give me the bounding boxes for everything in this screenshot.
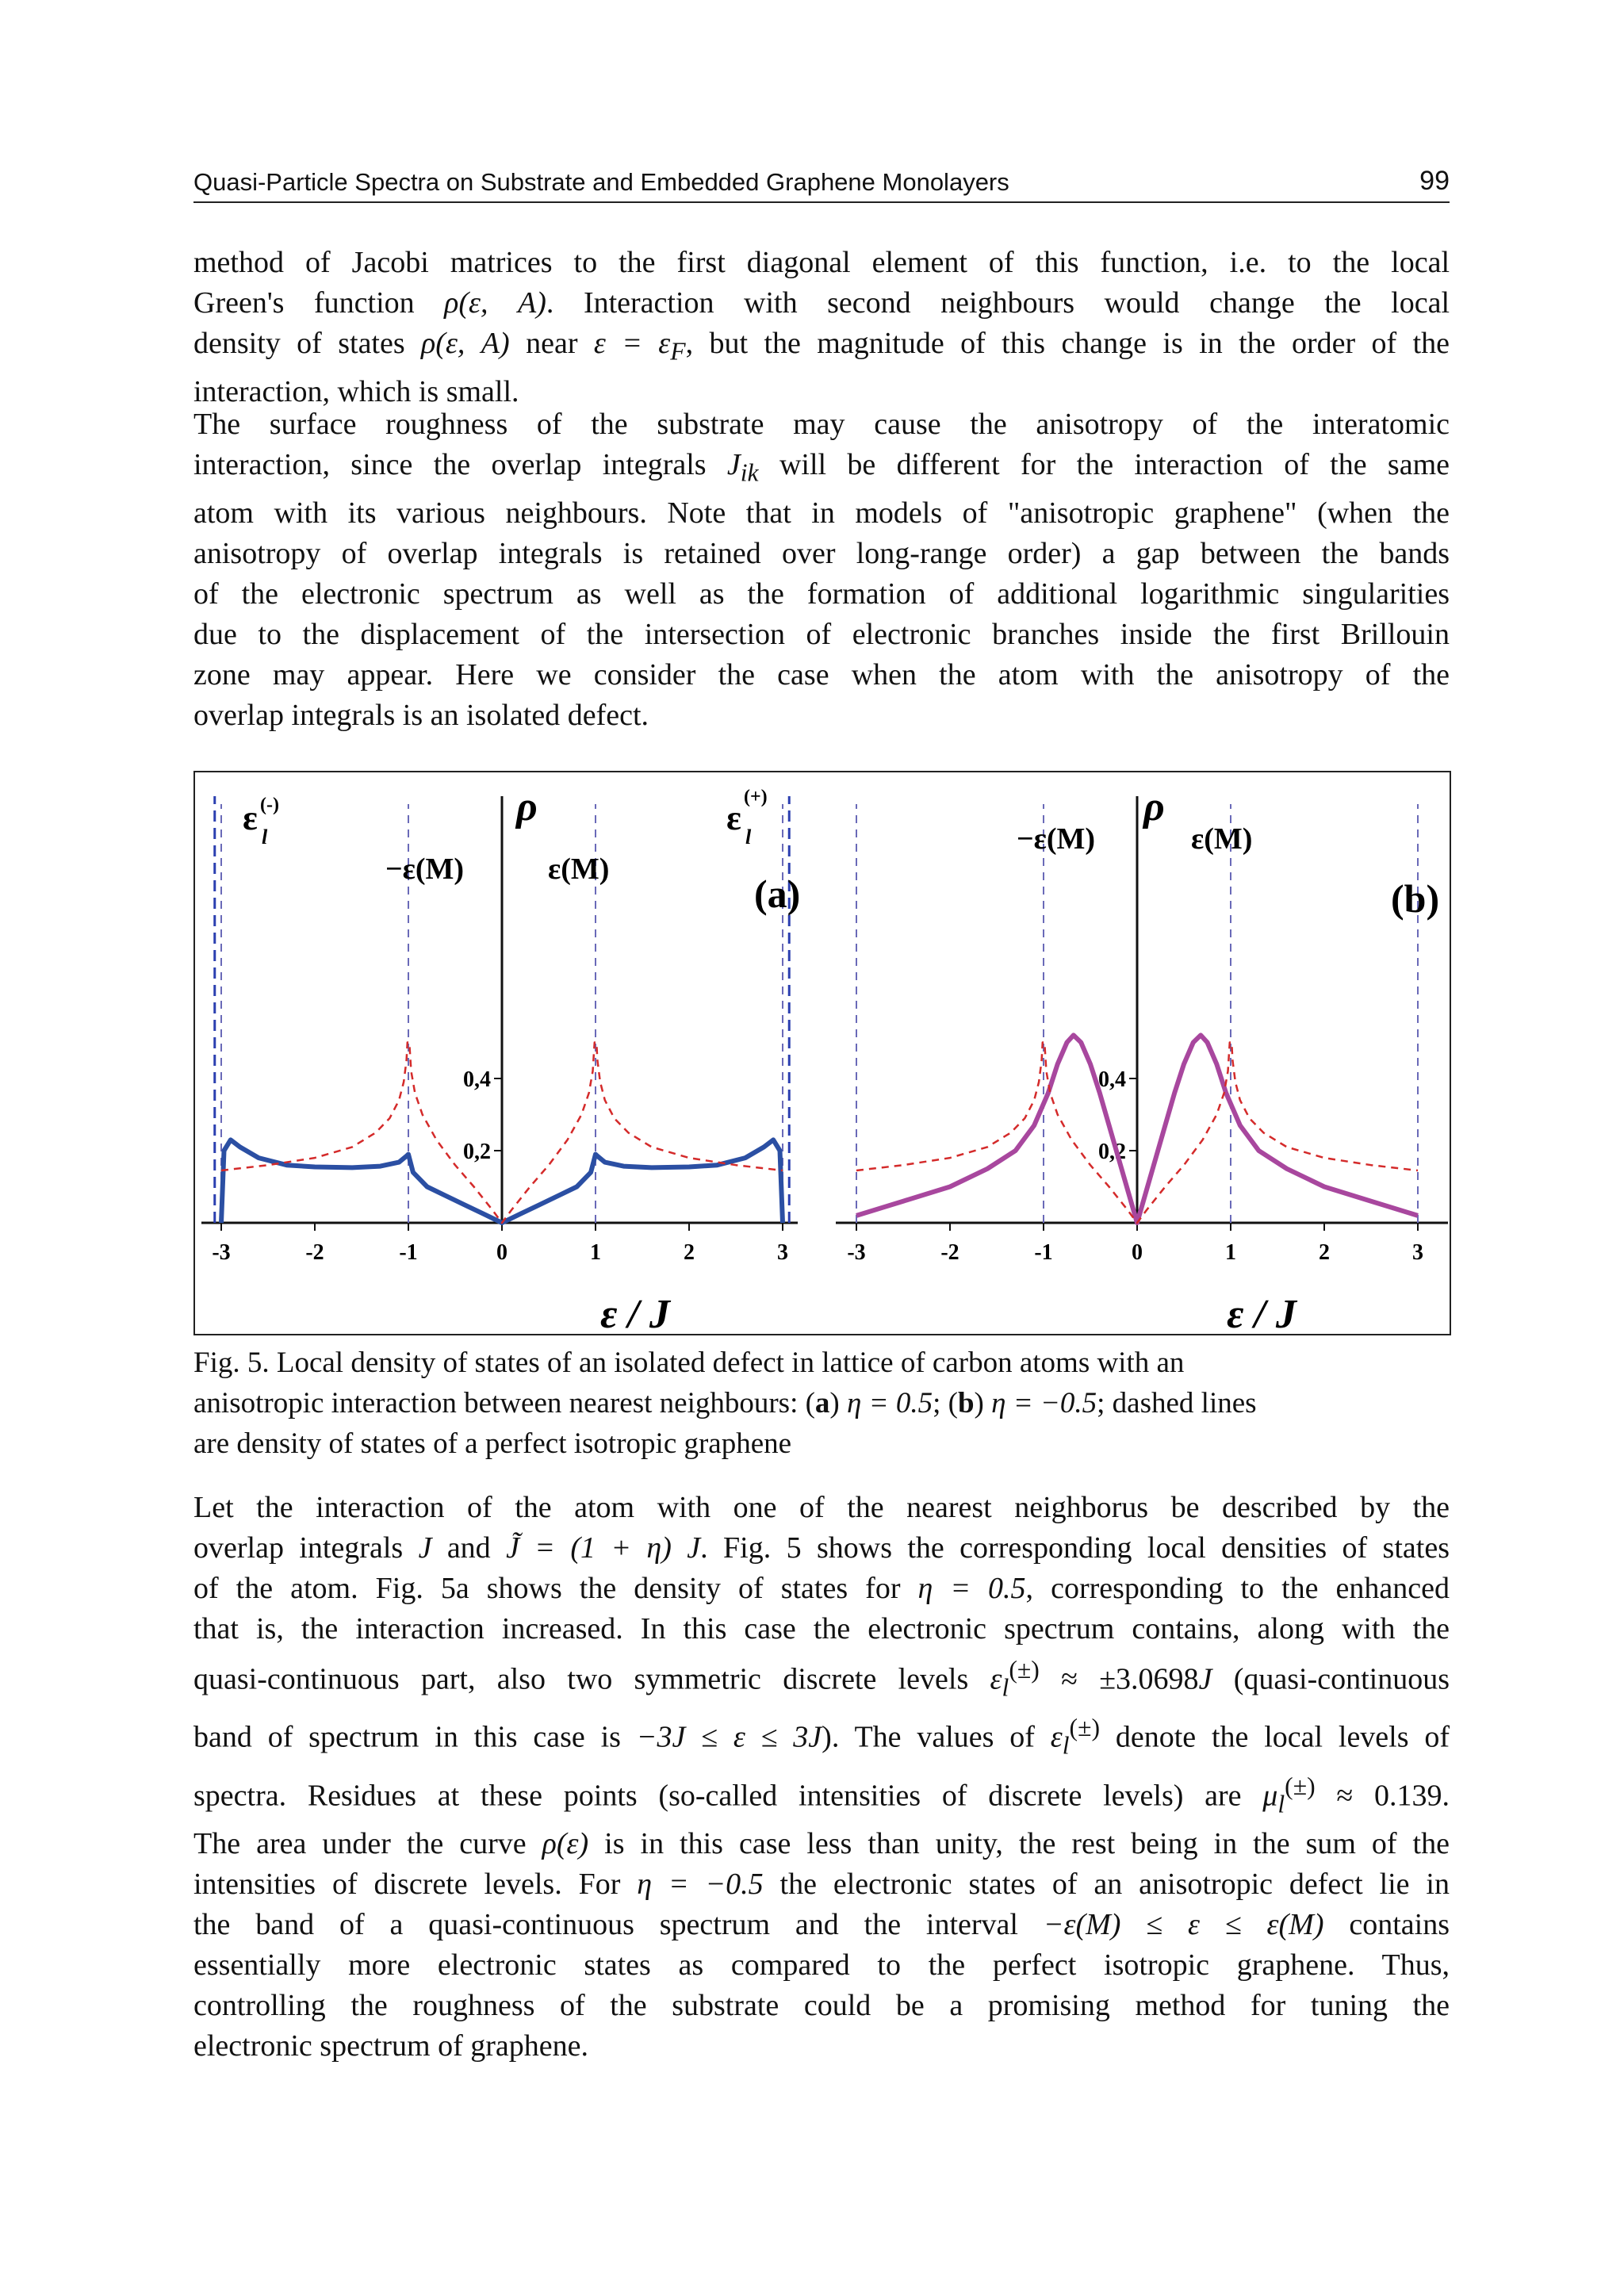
text-line: zone may appear. Here we consider the case when the atom with the anisotropy of the xyxy=(193,657,1450,692)
paragraph-2 xyxy=(193,404,1450,736)
text-line: Let the interaction of the atom with one of the nearest neighborus be described by the xyxy=(193,1491,1450,1524)
x-axis-label-a: ε / J xyxy=(600,1292,670,1334)
eps-m-label-b: ε(M) xyxy=(1191,822,1253,856)
eps-minus-sub: l xyxy=(262,826,268,849)
text-line: overlap integrals J and J̃ = (1 + η) J. Fig. 5 shows the corresponding local densities of states xyxy=(193,1531,1450,1565)
text-line: interaction, since the overlap integrals $J_{ik}$ will be different for the interaction of the same xyxy=(193,448,1450,487)
paragraph-3 xyxy=(193,1488,1450,2067)
neg-eps-m-label-a: −ε(M) xyxy=(385,852,465,886)
x-tick-label: -1 xyxy=(1034,1240,1053,1265)
text-line: band of spectrum in this case is −3J ≤ ε ≤ 3J). The values of $\varepsilon_l^{(\pm)}$ denote the local levels of xyxy=(193,1714,1450,1760)
x-tick-label: 3 xyxy=(1412,1240,1423,1265)
x-tick-label: 3 xyxy=(777,1240,788,1265)
text-line: The area under the curve ρ(ε) is in this case less than unity, the rest being in the sum of the xyxy=(193,1826,1450,1860)
text-line: electronic spectrum of graphene. xyxy=(193,2029,588,2063)
panel-a-tag: (a) xyxy=(754,872,801,916)
eps-minus-label: ε xyxy=(243,799,258,837)
text-line: method of Jacobi matrices to the first diagonal element of this function, i.e. to the local xyxy=(193,246,1450,279)
rho-label-b: ρ xyxy=(1143,784,1165,829)
x-tick-label: -3 xyxy=(847,1240,866,1265)
text-line: Green's function ρ(ε, A). Interaction with second neighbours would change the local xyxy=(193,286,1450,320)
text-line: overlap integrals is an isolated defect. xyxy=(193,698,649,732)
caption-line: Fig. 5. Local density of states of an isolated defect in lattice of carbon atoms with an xyxy=(193,1347,1185,1379)
text-line: intensities of discrete levels. For η = −0.5 the electronic states of an anisotropic defect lie in xyxy=(193,1867,1450,1901)
text-line: that is, the interaction increased. In this case the electronic spectrum contains, along with the xyxy=(193,1612,1450,1645)
caption-line: anisotropic interaction between nearest neighbours: (a) η = 0.5; (b) η = −0.5; dashed lines xyxy=(193,1387,1257,1419)
text-line: interaction, which is small. xyxy=(193,374,519,408)
density-of-states-figure xyxy=(195,772,1450,1334)
text-line: quasi-continuous part, also two symmetric discrete levels $\varepsilon_l^{(\pm)} \approx \pm 3.0698J$ (quasi-continuous xyxy=(193,1656,1450,1702)
text-line: density of states ρ(ε, A) near $\varepsilon = \varepsilon_F$, but the magnitude of this change is in the order of the xyxy=(193,327,1450,366)
neg-eps-m-label-b: −ε(M) xyxy=(1017,822,1096,856)
text-line: The surface roughness of the substrate may cause the anisotropy of the interatomic xyxy=(193,408,1450,441)
header-title: Quasi-Particle Spectra on Substrate and Embedded Graphene Monolayers xyxy=(193,168,1009,196)
caption-line: are density of states of a perfect isotropic graphene xyxy=(193,1427,792,1460)
text-line: the band of a quasi-continuous spectrum and the interval −ε(M) ≤ ε ≤ ε(M) contains xyxy=(193,1907,1450,1941)
y-tick-label: 0,2 xyxy=(1098,1140,1126,1164)
x-tick-label: 1 xyxy=(590,1240,601,1265)
text-line: of the atom. Fig. 5a shows the density of states for η = 0.5, corresponding to the enhanced xyxy=(193,1572,1450,1605)
x-tick-label: 2 xyxy=(684,1240,695,1265)
text-line: anisotropy of overlap integrals is retained over long-range order) a gap between the bands xyxy=(193,536,1450,570)
text-line: atom with its various neighbours. Note that in models of "anisotropic graphene" (when the xyxy=(193,496,1450,530)
panel-b-tag: (b) xyxy=(1391,876,1440,921)
x-tick-label: 0 xyxy=(1132,1240,1143,1265)
eps-plus-sup: (+) xyxy=(744,787,768,807)
text-line: essentially more electronic states as compared to the perfect isotropic graphene. Thus, xyxy=(193,1948,1450,1982)
eps-m-label-a: ε(M) xyxy=(548,852,610,886)
x-tick-label: -2 xyxy=(940,1240,959,1265)
eps-minus-sup: (-) xyxy=(260,795,279,815)
text-line: controlling the roughness of the substrate could be a promising method for tuning the xyxy=(193,1988,1450,2022)
x-tick-label: 0 xyxy=(496,1240,508,1265)
figure-caption xyxy=(193,1343,1450,1464)
x-tick-label: 2 xyxy=(1319,1240,1330,1265)
x-tick-label: -3 xyxy=(212,1240,231,1265)
eps-plus-label: ε xyxy=(726,799,741,837)
text-line: due to the displacement of the intersection of electronic branches inside the first Brillouin xyxy=(193,617,1450,651)
x-tick-label: -2 xyxy=(305,1240,324,1265)
eps-plus-sub: l xyxy=(745,826,752,849)
text-line: of the electronic spectrum as well as the formation of additional logarithmic singularities xyxy=(193,577,1450,611)
x-tick-label: -1 xyxy=(399,1240,418,1265)
panel-b xyxy=(836,796,1448,1265)
panel-a xyxy=(201,796,801,1265)
figure-5 xyxy=(193,771,1451,1335)
y-tick-label: 0,4 xyxy=(1098,1067,1126,1092)
rho-label-a: ρ xyxy=(516,784,538,829)
running-header xyxy=(193,167,1450,203)
page-number: 99 xyxy=(1419,166,1450,196)
x-axis-label-b: ε / J xyxy=(1227,1292,1297,1334)
y-tick-label: 0,4 xyxy=(463,1067,491,1092)
paragraph-1 xyxy=(193,243,1450,412)
text-line: spectra. Residues at these points (so-called intensities of discrete levels) are $\mu_l^{(\pm)} \approx 0.139$. xyxy=(193,1772,1450,1818)
x-tick-label: 1 xyxy=(1225,1240,1236,1265)
y-tick-label: 0,2 xyxy=(463,1140,491,1164)
